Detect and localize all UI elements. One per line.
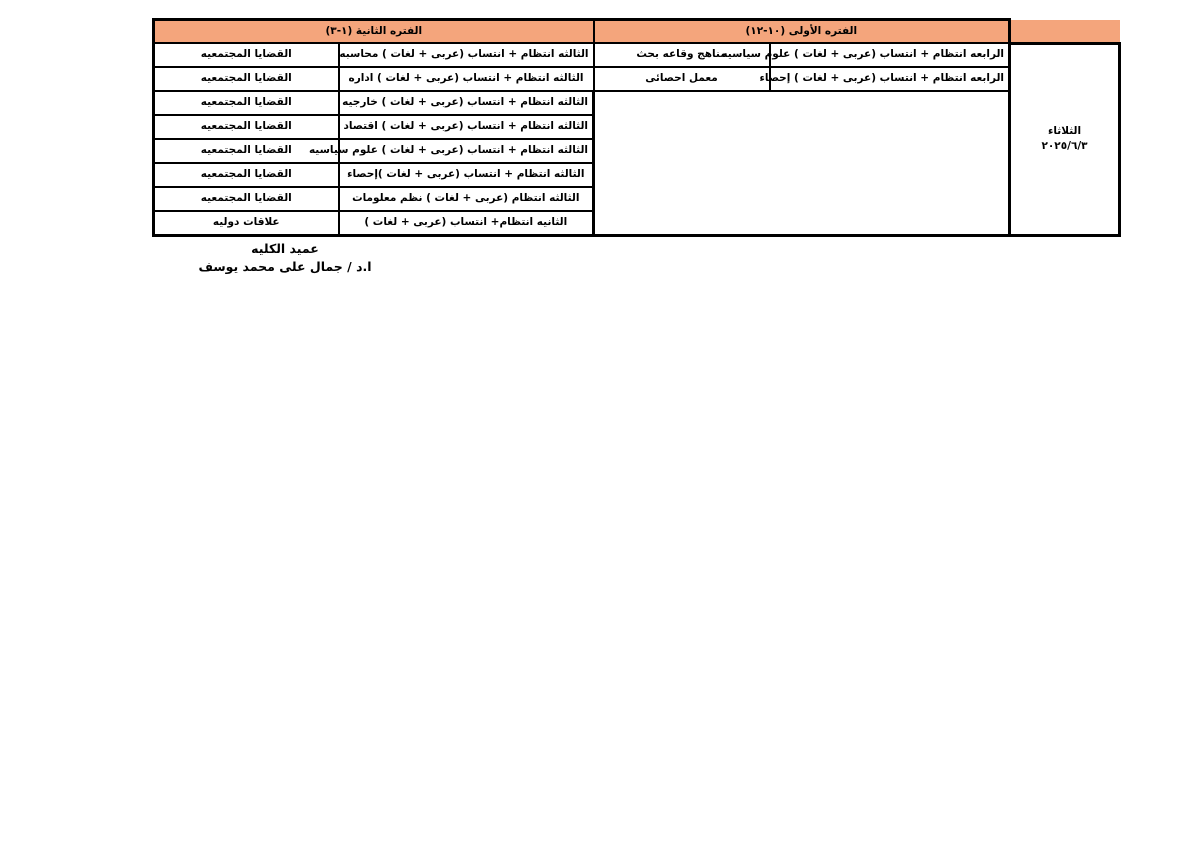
p2-subject-cell: القضايا المجتمعيه xyxy=(154,67,339,91)
period2-header: الفتره الثانية (١-٣) xyxy=(154,20,594,44)
p2-course-cell: الثالثه انتظام + انتساب (عربى + لغات ) اداره xyxy=(339,67,594,91)
p2-subject-cell: القضايا المجتمعيه xyxy=(154,115,339,139)
p1-room-cell: معمل احصائى xyxy=(594,67,770,91)
schedule-table xyxy=(152,18,1121,237)
p2-course-cell: الثالثه انتظام + انتساب (عربى + لغات ) علوم سياسيه xyxy=(339,139,594,163)
p2-course-cell: الثالثه انتظام + انتساب (عربى + لغات )إحصاء xyxy=(339,163,594,187)
header-row xyxy=(154,20,1120,44)
p2-subject-cell: علاقات دوليه xyxy=(154,211,339,236)
p2-subject-cell: القضايا المجتمعيه xyxy=(154,91,339,115)
day-cell xyxy=(1010,43,1120,236)
day-header-cell xyxy=(1010,20,1120,44)
dean-name: ا.د / جمال على محمد يوسف xyxy=(198,258,372,274)
p2-course-cell: الثالثه انتظام + انتساب (عربى + لغات ) اقتصاد xyxy=(339,115,594,139)
period1-empty-cell xyxy=(594,91,1010,236)
period1-header: الفتره الأولى (١٠-١٢) xyxy=(594,20,1010,44)
p2-course-cell: الثانيه انتظام+ انتساب (عربى + لغات ) xyxy=(339,211,594,236)
p1-room-cell: مناهج وقاعه بحث xyxy=(594,43,770,67)
p2-subject-cell: القضايا المجتمعيه xyxy=(154,139,339,163)
p1-course-cell: الرابعه انتظام + انتساب (عربى + لغات ) علوم سياسيه xyxy=(770,43,1010,67)
dean-title: عميد الكليه xyxy=(251,241,319,256)
p2-course-cell: الثالثه انتظام + انتساب (عربى + لغات ) خارجيه xyxy=(339,91,594,115)
p2-subject-cell: القضايا المجتمعيه xyxy=(154,163,339,187)
p2-subject-cell: القضايا المجتمعيه xyxy=(154,187,339,211)
p2-course-cell: الثالثه انتظام + انتساب (عربى + لغات ) محاسبه xyxy=(339,43,594,67)
day-name: الثلاثاء xyxy=(1048,125,1082,138)
table-row xyxy=(154,67,1120,91)
p2-course-cell: الثالثه انتظام (عربى + لغات ) نظم معلومات xyxy=(339,187,594,211)
table-row xyxy=(154,91,1120,115)
table-row xyxy=(154,43,1120,67)
signature-block xyxy=(150,240,420,275)
day-date: ٢٠٢٥/٦/٣ xyxy=(1041,140,1088,153)
p1-course-cell: الرابعه انتظام + انتساب (عربى + لغات ) إحصاء xyxy=(770,67,1010,91)
p2-subject-cell: القضايا المجتمعيه xyxy=(154,43,339,67)
